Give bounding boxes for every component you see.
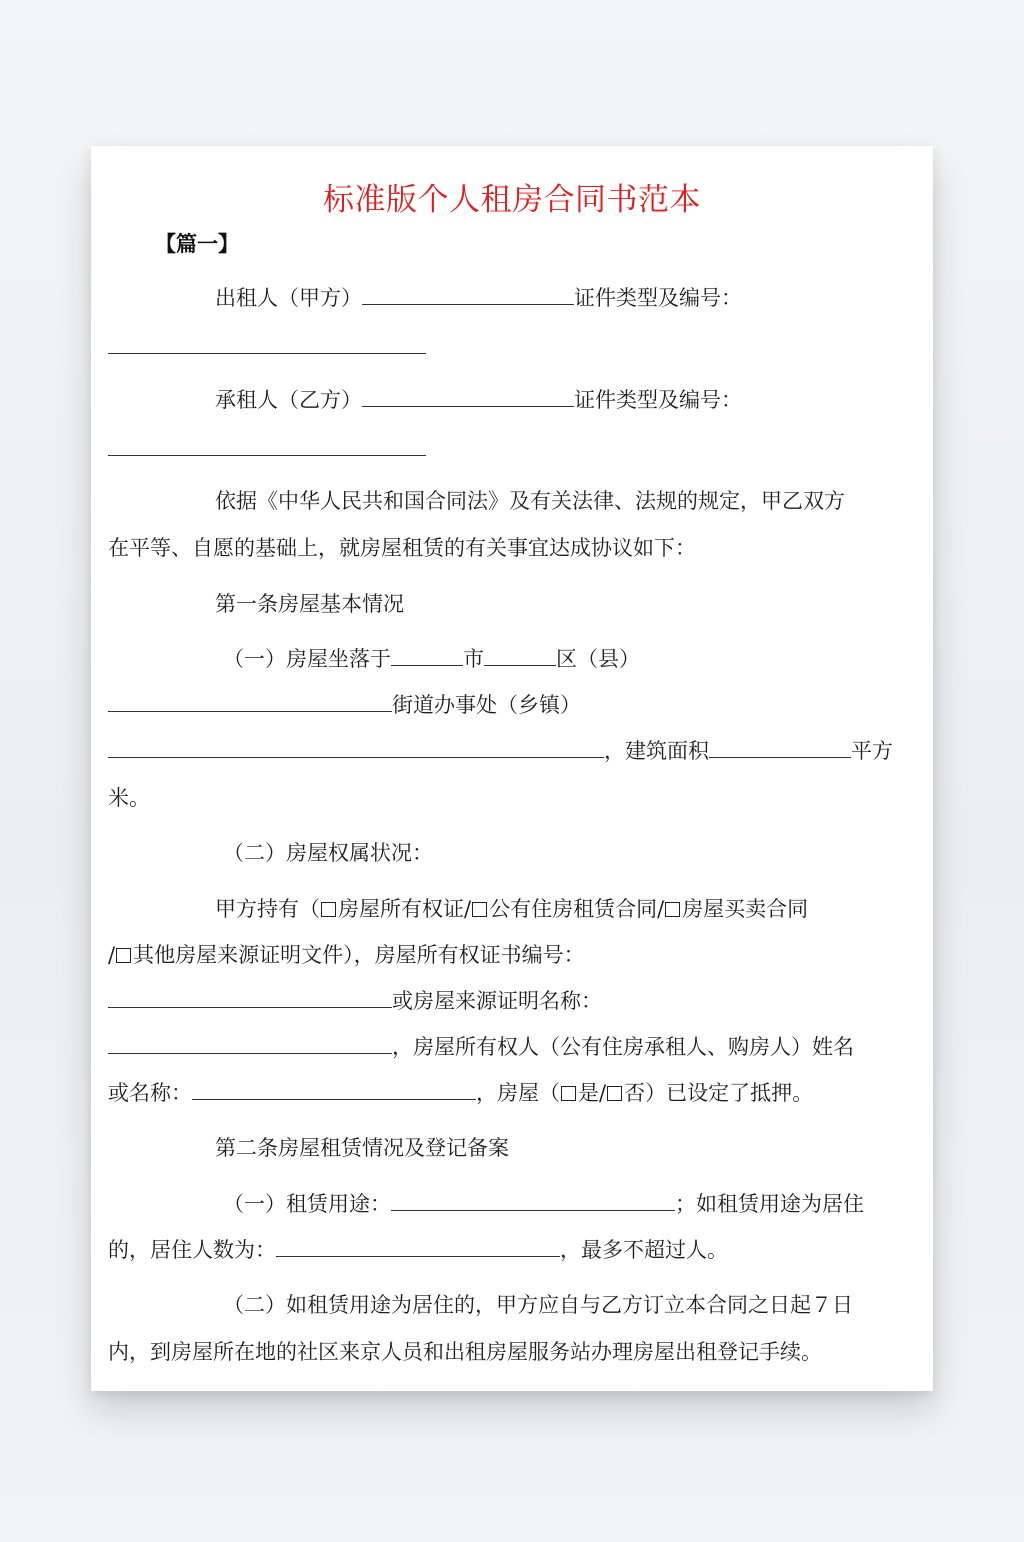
ownership-text: / — [108, 943, 116, 967]
occupants-blank — [276, 1236, 560, 1257]
checkbox-icon — [665, 902, 680, 917]
checkbox-icon — [116, 948, 131, 963]
lessee-name-blank — [362, 386, 574, 407]
article1-item1-line2 — [108, 691, 919, 719]
ownership-option: 否）已设定了抵押。 — [624, 1081, 814, 1105]
article2-item1-line2 — [108, 1236, 919, 1264]
preamble-line-1: 依据《中华人民共和国合同法》及有关法律、法规的规定，甲乙双方 — [215, 489, 845, 513]
occupants-text: ，最多不超过人。 — [560, 1238, 728, 1262]
district-label: 区（县） — [556, 647, 640, 671]
article1-item2-heading: （二）房屋权属状况： — [223, 841, 433, 865]
district-blank — [484, 645, 556, 666]
ownership-text: 甲方持有（ — [215, 897, 320, 921]
ownership-option: 公有住房租赁合同/ — [489, 897, 665, 921]
ownership-text: 或房屋来源证明名称： — [392, 989, 602, 1013]
ownership-option: 房屋所有权证/ — [338, 897, 472, 921]
article1-item1-line1 — [223, 645, 919, 673]
area-unit-end: 米。 — [108, 786, 150, 810]
checkbox-icon — [321, 902, 336, 917]
lessee-line — [215, 386, 919, 414]
article2-item2-line2: 内，到房屋所在地的社区来京人员和出租房屋服务站办理房屋出租登记手续。 — [108, 1340, 822, 1364]
ownership-text: 或名称： — [108, 1081, 192, 1105]
checkbox-icon — [561, 1086, 576, 1101]
lessee-id-line — [108, 435, 919, 463]
city-label: 市 — [463, 647, 484, 671]
certificate-number-blank — [108, 987, 392, 1008]
ownership-text: ，房屋（ — [476, 1081, 560, 1105]
usage-blank — [391, 1190, 675, 1211]
ownership-line-2 — [108, 941, 919, 969]
area-blank — [709, 737, 851, 758]
lessor-id-blank — [108, 333, 426, 354]
lessee-label: 承租人（乙方） — [215, 388, 362, 412]
certificate-name-blank — [108, 1033, 392, 1054]
ownership-option: 其他房屋来源证明文件），房屋所有权证书编号： — [133, 943, 585, 967]
city-blank — [391, 645, 463, 666]
ownership-line-1 — [215, 895, 919, 923]
checkbox-icon — [607, 1086, 622, 1101]
section-mark: 【篇一】 — [155, 232, 239, 256]
ownership-line-5 — [108, 1079, 919, 1107]
occupants-label: 的，居住人数为： — [108, 1238, 276, 1262]
ownership-text: ，房屋所有权人（公有住房承租人、购房人）姓名 — [392, 1035, 854, 1059]
location-prefix: （一）房屋坐落于 — [223, 647, 391, 671]
street-label: 街道办事处（乡镇） — [392, 693, 581, 717]
ownership-option: 房屋买卖合同 — [682, 897, 809, 921]
lessor-label: 出租人（甲方） — [215, 286, 362, 310]
street-blank — [108, 691, 392, 712]
usage-label: （一）租赁用途： — [223, 1192, 391, 1216]
preamble-line-2: 在平等、自愿的基础上，就房屋租赁的有关事宜达成协议如下： — [108, 536, 696, 560]
ownership-line-3 — [108, 987, 919, 1015]
ownership-option: 是/ — [578, 1081, 607, 1105]
article2-heading: 第二条房屋租赁情况及登记备案 — [215, 1136, 509, 1160]
area-unit: 平方 — [851, 739, 893, 763]
article2-item2-line1: （二）如租赁用途为居住的，甲方应自与乙方订立本合同之日起７日 — [223, 1293, 853, 1317]
lessor-id-label: 证件类型及编号： — [574, 286, 742, 310]
address-blank — [108, 737, 604, 758]
owner-name-blank — [192, 1079, 476, 1100]
area-label: ，建筑面积 — [604, 739, 709, 763]
article2-item1-line1 — [223, 1190, 919, 1218]
document-title: 标准版个人租房合同书范本 — [323, 182, 701, 218]
lessor-name-blank — [362, 284, 574, 305]
checkbox-icon — [472, 902, 487, 917]
lessee-id-label: 证件类型及编号： — [574, 388, 742, 412]
article1-heading: 第一条房屋基本情况 — [215, 592, 404, 616]
article1-item1-line3 — [108, 737, 919, 765]
ownership-line-4 — [108, 1033, 919, 1061]
lessee-id-blank — [108, 435, 426, 456]
lessor-line — [215, 284, 919, 312]
lessor-id-line — [108, 333, 919, 361]
usage-text: ；如租赁用途为居住 — [675, 1192, 864, 1216]
document-page — [91, 146, 933, 1391]
